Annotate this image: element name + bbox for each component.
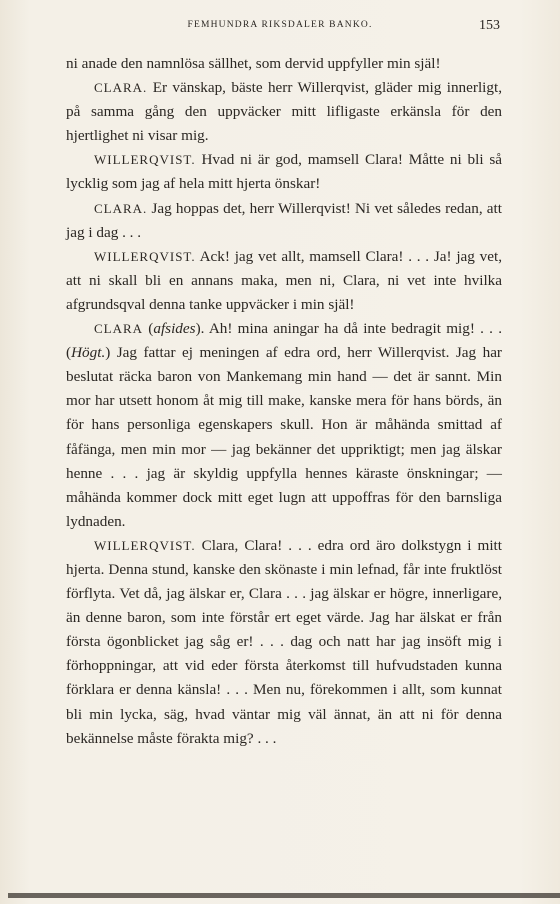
paragraph xyxy=(66,148,502,196)
dialogue-text: ) Jag fattar ej meningen af edra ord, herr Willerqvist. Jag har beslutat räcka baron von Mankemang min hand — det är sannt. Min mor har utsett honom åt mig till make, kanske mera för hans börds, än för hans personliga egenskapers skull. Hon är måhända smittad af fåfänga, men min mor — jag bekänner det uppriktigt; men jag älskar henne . . . jag är skyldig uppfylla hennes käraste önskningar; — måhända kommer dock mitt eget lugn att uppoffras för den barnsliga lydnaden. xyxy=(66,344,502,530)
paragraph xyxy=(66,245,502,317)
paragraph xyxy=(66,317,502,534)
body-text xyxy=(66,52,502,751)
running-head: FEMHUNDRA RIKSDALER BANKO. xyxy=(187,20,373,30)
dialogue-text: Er vänskap, bäste herr Willerqvist, gläder mig innerligt, på samma gång den uppväcker mitt lifligaste erkänsla för den hjertlighet ni visar mig. xyxy=(66,79,502,145)
stage-direction: Högt. xyxy=(71,344,106,362)
dialogue-text: Hvad ni är god, mamsell Clara! Måtte ni bli så lycklig som jag af hela mitt hjerta önskar! xyxy=(66,151,502,193)
paragraph xyxy=(66,534,502,751)
dialogue-text: Clara, Clara! . . . edra ord äro dolkstygn i mitt hjerta. Denna stund, kanske den skönaste i min lefnad, får inte fruktlöst förflyta. Vet då, jag älskar er, Clara . . . jag älskar er högre, innerligare, än denne baron, som inte förstår ert eget värde. Jag har älskat er från första ögonblicket jag såg er! . . . dag och natt har jag insöft mig i förhoppningar, att vid eder första återkomst till hufvudstaden kunna förklara er denna känsla! . . . Men nu, förekommen i allt, som kunnat bli min lycka, säg, hvad väntar mig väl ännat, än att ni för denna bekännelse måste förakta mig? . . . xyxy=(66,536,502,747)
page-bottom-edge xyxy=(8,893,560,898)
speaker-name: CLARA. xyxy=(94,80,148,96)
paragraph xyxy=(66,197,502,245)
paragraph xyxy=(66,76,502,148)
dialogue-text: ). Ah! mina aningar ha då inte bedragit mig! . . . ( xyxy=(66,320,502,362)
dialogue-text: ni anade den namnlösa sällhet, som dervid uppfyller min själ! xyxy=(66,55,441,72)
dialogue-text: Jag hoppas det, herr Willerqvist! Ni vet således redan, att jag i dag . . . xyxy=(66,199,502,241)
dialogue-text: Ack! jag vet allt, mamsell Clara! . . . Ja! jag vet, att ni skall bli en annans maka, men ni, Clara, ni vet inte hvilka afgrundsqval denna tanke uppväcker i min själ! xyxy=(66,247,502,313)
speaker-name: WILLERQVIST. xyxy=(94,537,196,553)
speaker-name: CLARA xyxy=(94,321,144,337)
page-number: 153 xyxy=(479,18,500,33)
speaker-name: WILLERQVIST. xyxy=(94,248,196,264)
paragraph xyxy=(66,52,502,76)
speaker-name: CLARA. xyxy=(94,200,148,216)
dialogue-text: ( xyxy=(143,320,154,338)
stage-direction: afsides xyxy=(153,320,196,338)
speaker-name: WILLERQVIST. xyxy=(94,152,196,168)
page-header xyxy=(60,18,500,38)
